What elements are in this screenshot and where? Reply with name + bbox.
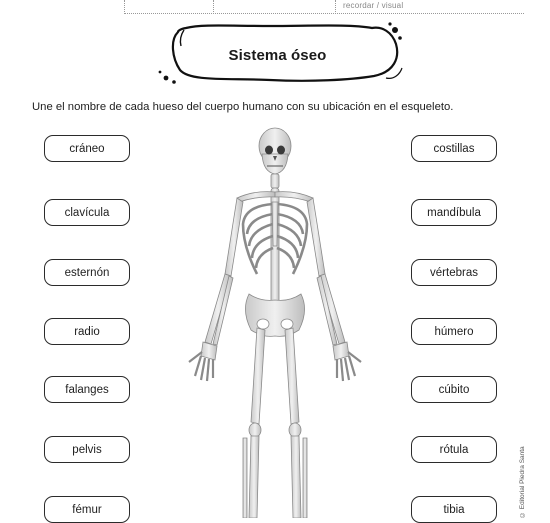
bone-label-cubito[interactable]: cúbito [411, 376, 497, 403]
clavicle [237, 192, 275, 202]
skeleton-illustration [145, 124, 405, 518]
instruction-text: Une el nombre de cada hueso del cuerpo humano con su ubicación en el esqueleto. [32, 101, 454, 113]
left-fibula [243, 438, 247, 518]
bone-label-radio[interactable]: radio [44, 318, 130, 345]
bone-label-esternon[interactable]: esternón [44, 259, 130, 286]
bone-label-pelvis[interactable]: pelvis [44, 436, 130, 463]
right-fibula [303, 438, 307, 518]
bone-label-femur[interactable]: fémur [44, 496, 130, 523]
page-title: Sistema óseo [228, 47, 327, 64]
publisher-credit: © Editorial Piedra Santa [519, 446, 526, 518]
right-humerus [307, 198, 325, 276]
dotted-rule [124, 13, 524, 14]
bone-label-craneo[interactable]: cráneo [44, 135, 130, 162]
clavicle [275, 192, 313, 202]
bone-label-mandibula[interactable]: mandíbula [411, 199, 497, 226]
bone-label-clavicula[interactable]: clavícula [44, 199, 130, 226]
right-hand [333, 342, 361, 381]
bone-label-falanges[interactable]: falanges [44, 376, 130, 403]
left-humerus [225, 198, 243, 276]
header-label: recordar / visual [343, 1, 404, 10]
bone-label-rotula[interactable]: rótula [411, 436, 497, 463]
left-patella [249, 423, 261, 437]
bone-label-tibia[interactable]: tibia [411, 496, 497, 523]
skull [259, 128, 291, 174]
bone-label-costillas[interactable]: costillas [411, 135, 497, 162]
right-tibia [291, 436, 301, 518]
divider-line [124, 0, 125, 12]
divider-line [335, 0, 336, 12]
divider-line [213, 0, 214, 12]
top-strip [0, 0, 550, 16]
bone-label-humero[interactable]: húmero [411, 318, 497, 345]
left-tibia [249, 436, 259, 518]
right-patella [289, 423, 301, 437]
bone-label-vertebras[interactable]: vértebras [411, 259, 497, 286]
sternum [272, 202, 278, 246]
right-femur [285, 328, 299, 424]
left-femur [251, 328, 265, 424]
left-hand [189, 342, 217, 381]
pelvis [245, 294, 304, 336]
